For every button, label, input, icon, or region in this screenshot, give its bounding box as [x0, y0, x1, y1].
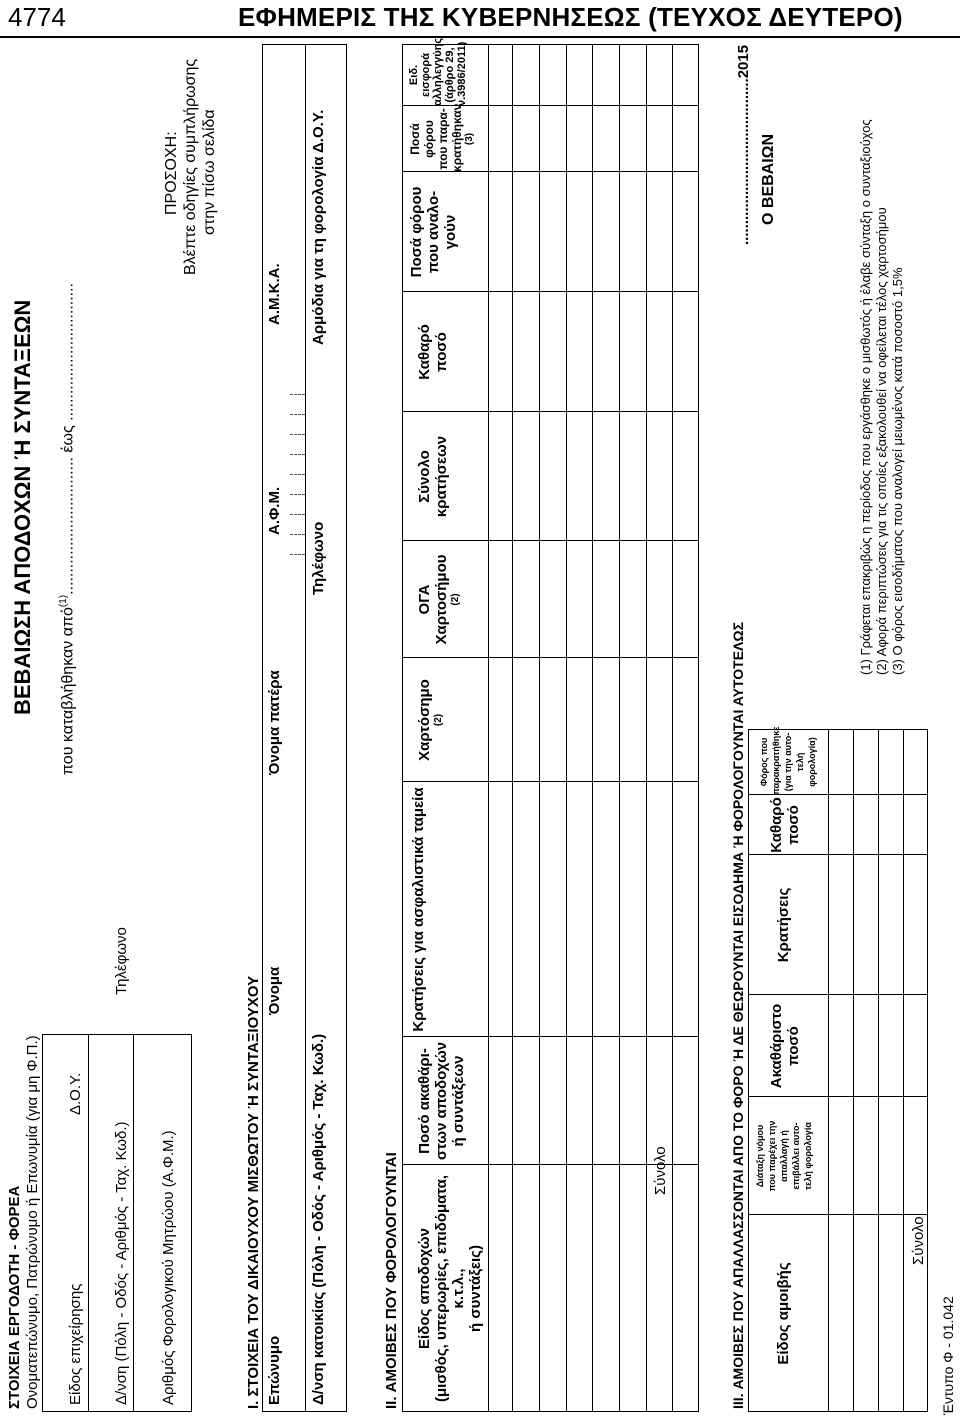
footnote-1: (1) Γράφεται επακριβώς η περίοδος που εργάσθηκε ο μισθωτός ή έλαβε σύνταξη ο συνταξιούχος	[858, 119, 873, 675]
gazette-title: ΕΦΗΜΕΡΙΣ ΤΗΣ ΚΥΒΕΡΝΗΣΕΩΣ (ΤΕΥΧΟΣ ΔΕΥΤΕΡΟ)	[238, 2, 903, 32]
col-remuneration-type: Είδος αμοιβής	[775, 1262, 792, 1365]
certifier-label: Ο ΒΕΒΑΙΩΝ	[760, 133, 777, 225]
notice-line1: Βλέπτε οδηγίες συμπλήρωσης	[182, 58, 199, 275]
col-oga-stamp: ΟΓΑ Χαρτοσήμου (2)	[416, 554, 461, 645]
competent-doy-label: Αρμόδια για τη φορολογία Δ.Ο.Υ.	[310, 109, 327, 345]
period-footnote-ref: (1)	[58, 594, 69, 608]
section1-heading: I. ΣΤΟΙΧΕΙΑ ΤΟΥ ΔΙΚΑΙΟΥΧΟΥ ΜΙΣΘΩΤΟΥ Ή ΣΥΝΤΑΞΙΟΥΧΟΥ	[245, 975, 262, 1409]
page-number: 4774	[8, 2, 66, 32]
footnote-2: (2) Αφορά περιπτώσεις για τις οποίες εξακολουθεί να οφείλεται τέλος χαρτοσήμου	[874, 207, 889, 675]
first-name-label: Όνομα	[266, 966, 283, 1015]
col-income-type: Είδος αποδοχών (μισθός, υπερωρίες, επιδόματα, κ.τ.λ., ή συντάξεις)	[416, 1174, 484, 1403]
section3-total-label: Σύνολο	[910, 1216, 927, 1265]
surname-label: Επώνυμο	[266, 1335, 283, 1405]
section2-total-label: Σύνολο	[652, 1146, 669, 1195]
date-line: ........................................2015	[735, 44, 752, 245]
col-exempt-gross: Ακαθάριστο ποσό	[768, 1003, 802, 1089]
col-solidarity-contribution: Ειδ. εισφορά αλληλεγγύης (άρθρο 29, ν.3986/2011)	[408, 37, 468, 106]
form-code: Έντυπο Φ - 01.042	[940, 1296, 956, 1415]
certificate-title: ΒΕΒΑΙΩΣΗ ΑΠΟΔΟΧΩΝ Ή ΣΥΝΤΑΞΕΩΝ	[10, 299, 35, 715]
section3-heading: III. ΑΜΟΙΒΕΣ ΠΟΥ ΑΠΑΛΛΑΣΣΟΝΤΑΙ ΑΠΟ ΤΟ ΦΟΡΟ Ή ΔΕ ΘΕΩΡΟΥΝΤΑΙ ΕΙΣΟΔΗΜΑ Ή ΦΟΡΟΛΟΓΟΥΝΤΑΙ ΑΥΤΟΤΕΛΩΣ	[730, 621, 746, 1409]
col-exempt-deductions: Κρατήσεις	[775, 887, 792, 963]
father-name-label: Όνομα πατέρα	[266, 670, 283, 775]
afm-label: Α.Φ.Μ.	[266, 486, 283, 535]
col-stamp-duty: Χαρτόσημο (2)	[416, 679, 444, 761]
col-tax-due: Ποσά φόρου που αναλο- γούν	[408, 186, 459, 278]
period-from-dots: ...............................	[59, 457, 77, 595]
col-insurance-deductions: Κρατήσεις για ασφαλιστικά ταμεία	[410, 787, 427, 1032]
header-rule	[0, 36, 960, 38]
col-exempt-net: Καθαρό ποσό	[768, 797, 802, 853]
employer-phone-label: Τηλέφωνο	[113, 927, 130, 995]
page-header	[0, 0, 960, 40]
period-from-label: που καταβλήθηκαν από	[59, 607, 77, 775]
amka-label: Α.Μ.Κ.Α.	[266, 263, 283, 325]
col-total-deductions: Σύνολο κρατήσεων	[416, 435, 450, 518]
business-type-label: Είδος επιχείρησης	[67, 1283, 84, 1405]
col-net-amount: Καθαρό ποσό	[416, 324, 450, 380]
notice-line2: στην πίσω σελίδα	[201, 109, 218, 235]
employer-name-label: Ονοματεπώνυμο, Πατρώνυμο ή Επωνυμία (για μη Φ.Π.)	[24, 1035, 41, 1409]
section2-heading: II. ΑΜΟΙΒΕΣ ΠΟΥ ΦΟΡΟΛΟΓΟΥΝΤΑΙ	[383, 1152, 400, 1409]
employer-heading: ΣΤΟΙΧΕΙΑ ΕΡΓΟΔΟΤΗ - ΦΟΡΕΑ	[6, 1185, 23, 1409]
employer-afm-label: Αριθμός Φορολογικού Μητρώου (Α.Φ.Μ.)	[160, 1130, 177, 1405]
col-law-provision: Διάταξη νόμου που παρέχει την απαλλαγή ή επιβάλλει αυτο- τελή φορολογία	[755, 1120, 813, 1192]
beneficiary-phone-label: Τηλέφωνο	[310, 521, 327, 595]
certificate-form	[0, 37, 960, 1415]
col-exempt-tax: Φόρος που παρακρατήθηκε (για την αυτο- τελή φορολογία)	[759, 726, 817, 795]
col-tax-withheld: Ποσά φόρου που παρα- κρατήθηκαν (3)	[408, 103, 475, 172]
notice-title: ΠΡΟΣΟΧΗ:	[163, 131, 180, 215]
employer-address-label: Δ/νση (Πόλη - Οδός - Αριθμός - Ταχ. Κωδ.)	[113, 1121, 130, 1405]
period-line	[58, 283, 77, 775]
period-to-dots: ...............................	[59, 283, 77, 421]
employer-doy-label: Δ.Ο.Υ.	[67, 1072, 84, 1115]
period-to-label: έως	[59, 425, 77, 453]
home-address-label: Δ/νση κατοικίας (Πόλη - Οδός - Αριθμός - Ταχ. Κωδ.)	[310, 1033, 327, 1405]
footnote-3: (3) Ο φόρος εισοδήματος που αναλογεί μειωμένος κατά ποσοστό 1,5%	[890, 267, 905, 675]
col-gross-amount: Ποσό ακαθάρι- στων αποδοχών ή συντάξεων	[416, 1041, 467, 1161]
